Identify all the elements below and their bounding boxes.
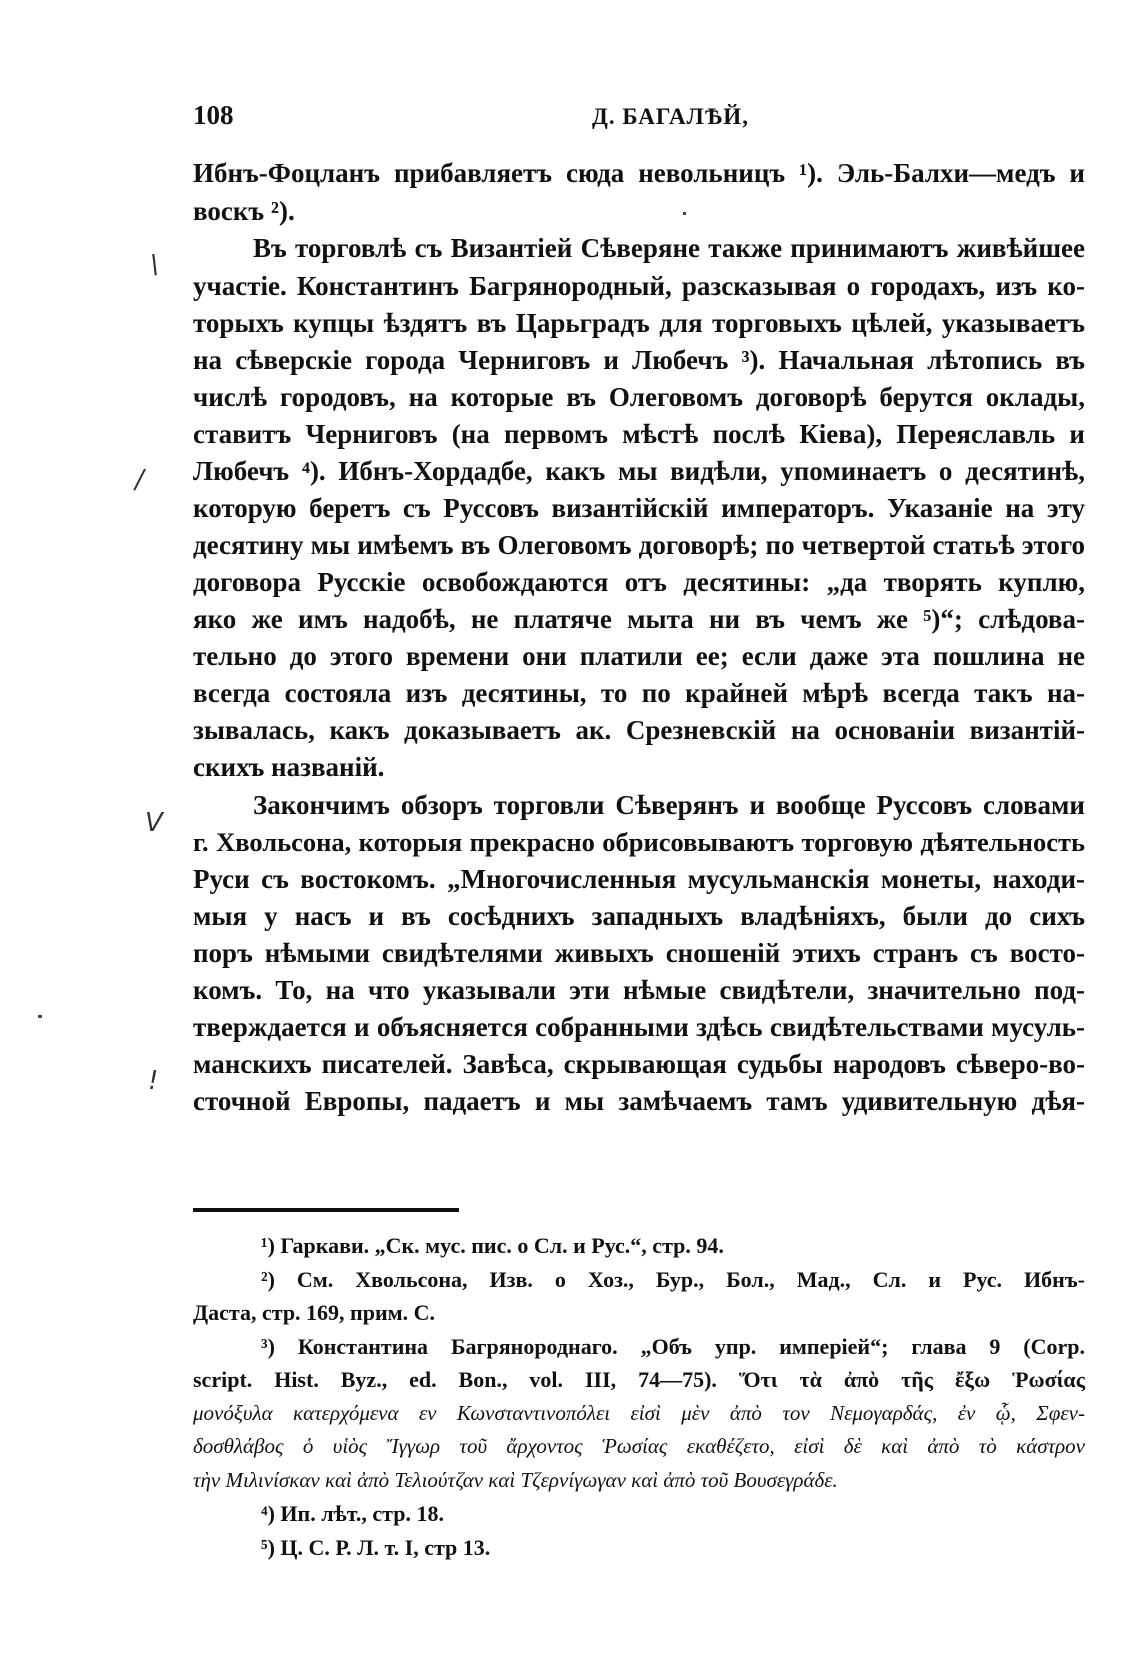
footnote-line: ¹) Гаркави. „Ск. мус. пис. о Сл. и Рус.“, стр. 94. bbox=[261, 1233, 724, 1258]
text-line: Закончимъ обзоръ торговли Сѣверянъ и вообще Руссовъ словами bbox=[253, 790, 1085, 820]
footnote-line: ⁴) Ип. лѣт., стр. 18. bbox=[261, 1501, 444, 1526]
footnote-line: ³) Константина Багрянороднаго. „Объ упр. имперіей“; глава 9 (Corp. bbox=[261, 1334, 1085, 1359]
text-line: поръ нѣмыми свидѣтелями живыхъ сношеній этихъ странъ съ восто- bbox=[193, 938, 1085, 968]
text-line: торыхъ купцы ѣздятъ въ Царьградъ для торговыхъ цѣлей, указываетъ bbox=[193, 308, 1085, 338]
text-line: ставитъ Черниговъ (на первомъ мѣстѣ послѣ Кіева), Переяславль и bbox=[193, 419, 1085, 449]
text-line: тельно до этого времени они платили ее; если даже эта пошлина не bbox=[193, 641, 1085, 671]
text-line: которую беретъ съ Руссовъ византійскій императоръ. Указаніе на эту bbox=[193, 493, 1085, 523]
text-line: Въ торговлѣ съ Византіей Сѣверяне также принимаютъ живѣйшее bbox=[253, 233, 1085, 263]
text-line: Руси съ востокомъ. „Многочисленныя мусульманскія монеты, находи- bbox=[193, 864, 1085, 894]
text-line: скихъ названій. bbox=[193, 752, 385, 782]
text-line: воскъ ²). bbox=[193, 196, 295, 226]
text-line: десятину мы имѣемъ въ Олеговомъ договорѣ; по четвертой статьѣ этого bbox=[193, 530, 1085, 560]
text-line: Ибнъ-Фоцланъ прибавляетъ сюда невольницъ ¹). Эль-Балхи—медъ и bbox=[193, 158, 1085, 188]
footnote-line: μονόξυλα κατερχόμενα εν Κωνσταντινοπόλει εἰσὶ μὲν ἀπὸ τον Νεμογαρδάς, ἐν ᾧ, Σφεν- bbox=[193, 1401, 1085, 1425]
footnote-line: τὴν Μιλινίσκαν καὶ ἀπὸ Τελιούτζαν καὶ Τζερνίγωγαν καὶ ἀπὸ τοῦ Βουσεγράδε. bbox=[193, 1468, 838, 1492]
page-number: 108 bbox=[193, 100, 234, 130]
text-line: участіе. Константинъ Багрянородный, разсказывая о городахъ, изъ ко- bbox=[193, 271, 1085, 301]
text-line: манскихъ писателей. Завѣса, скрывающая судьбы народовъ сѣверо-во- bbox=[193, 1049, 1085, 1079]
page-header bbox=[193, 100, 1088, 140]
text-line: числѣ городовъ, на которые въ Олеговомъ договорѣ берутся оклады, bbox=[193, 382, 1085, 412]
pencil-margin-mark: / bbox=[135, 465, 144, 495]
paper-speck bbox=[38, 1015, 42, 1018]
footnote-line: script. Hist. Byz., ed. Bon., vol. III, 74—75). Ὅτι τὰ ἀπὸ τῆς ἔξω Ῥωσίας bbox=[193, 1367, 1085, 1392]
footnote-line: ⁵) Ц. С. Р. Л. т. I, стр 13. bbox=[261, 1535, 491, 1560]
pencil-margin-mark: \ bbox=[150, 250, 159, 280]
text-line: на сѣверскіе города Черниговъ и Любечъ ³). Начальная лѣтопись въ bbox=[193, 345, 1085, 375]
running-head: Д. БАГАЛѢЙ, bbox=[592, 104, 749, 129]
text-line: договора Русскіе освобождаются отъ десятины: „да творять куплю, bbox=[193, 567, 1085, 597]
text-line: сточной Европы, падаетъ и мы замѣчаемъ тамъ удивительную дѣя- bbox=[193, 1086, 1085, 1116]
text-line: всегда состояла изъ десятины, то по крайней мѣрѣ всегда такъ на- bbox=[193, 678, 1085, 708]
pencil-margin-mark: ! bbox=[148, 1066, 159, 1096]
pencil-margin-mark: V bbox=[145, 808, 163, 838]
footnote-line: Даста, стр. 169, прим. С. bbox=[193, 1300, 436, 1325]
text-line: комъ. То, на что указывали эти нѣмые свидѣтели, значительно под- bbox=[193, 975, 1085, 1005]
text-line: тверждается и объясняется собранными здѣсь свидѣтельствами мусуль- bbox=[193, 1012, 1085, 1042]
paper-speck bbox=[683, 212, 686, 215]
text-line: мыя у насъ и въ сосѣднихъ западныхъ владѣніяхъ, были до сихъ bbox=[193, 901, 1085, 931]
footnote-divider bbox=[193, 1208, 459, 1212]
text-line: яко же имъ надобѣ, не платяче мыта ни въ чемъ же ⁵)“; слѣдова- bbox=[193, 604, 1085, 634]
footnote-line: δοσθλάβος ὁ υἱὸς Ἴγγωρ τοῦ ἄρχοντος Ῥωσίας εκαθέζετο, εἰσὶ δὲ καὶ ἀπὸ τὸ κάστρον bbox=[193, 1434, 1085, 1458]
text-line: г. Хвольсона, которыя прекрасно обрисовываютъ торговую дѣятельность bbox=[193, 827, 1085, 857]
text-line: зывалась, какъ доказываетъ ак. Срезневскій на основаніи византій- bbox=[193, 715, 1085, 745]
footnote-line: ²) См. Хвольсона, Изв. о Хоз., Бур., Бол., Мад., Сл. и Рус. Ибнъ- bbox=[261, 1267, 1085, 1292]
text-line: Любечъ ⁴). Ибнъ-Хордадбе, какъ мы видѣли, упоминаетъ о десятинѣ, bbox=[193, 456, 1085, 486]
